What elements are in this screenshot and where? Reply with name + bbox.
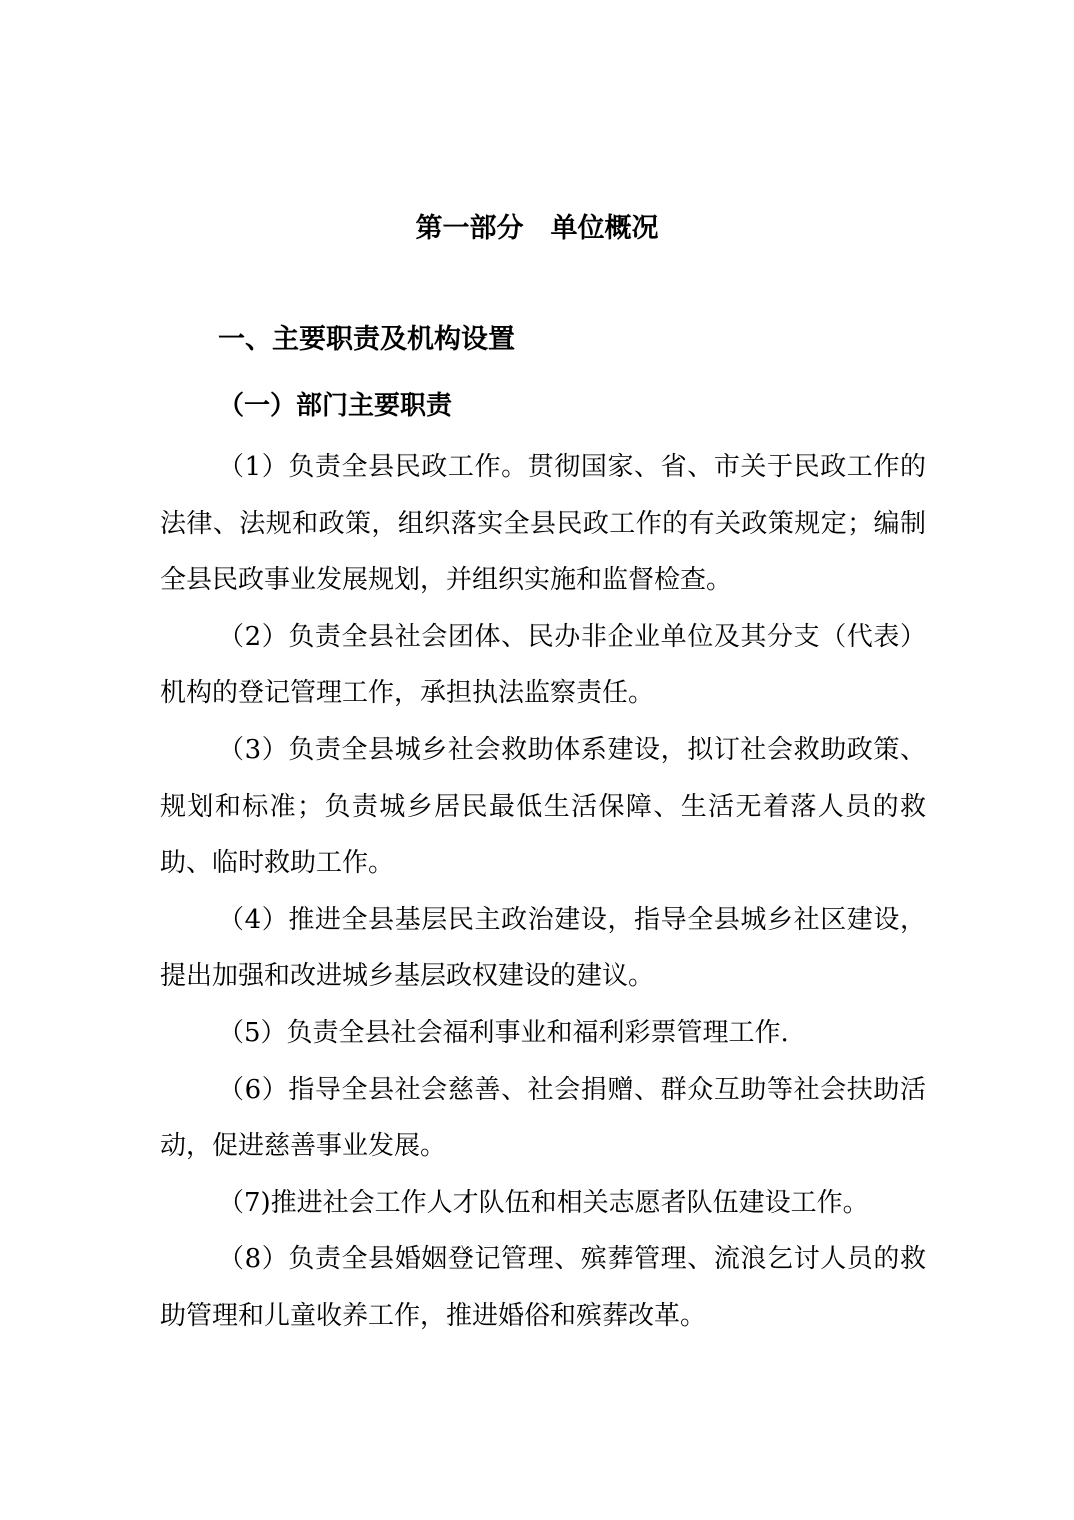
duty-paragraph-3: （3）负责全县城乡社会救助体系建设，拟订社会救助政策、规划和标准；负责城乡居民最低生活保障、生活无着落人员的救助、临时救助工作。 [160, 734, 926, 879]
part-title: 第一部分 单位概况 [415, 213, 659, 244]
subsection-heading: （一）部门主要职责 [218, 391, 453, 421]
duty-paragraph-1: （1）负责全县民政工作。贯彻国家、省、市关于民政工作的法律、法规和政策，组织落实全县民政工作的有关政策规定；编制全县民政事业发展规划，并组织实施和监督检查。 [160, 452, 926, 596]
duty-paragraph-5: （5）负责全县社会福利事业和福利彩票管理工作. [218, 1017, 789, 1048]
duty-paragraph-4: （4）推进全县基层民主政治建设，指导全县城乡社区建设，提出加强和改进城乡基层政权建设的建议。 [160, 904, 926, 992]
duty-paragraph-6: （6）指导全县社会慈善、社会捐赠、群众互助等社会扶助活动，促进慈善事业发展。 [160, 1074, 926, 1162]
duty-paragraph-7: （7)推进社会工作人才队伍和相关志愿者队伍建设工作。 [218, 1187, 869, 1218]
duties-body [160, 439, 926, 1345]
duty-paragraph-8: （8）负责全县婚姻登记管理、殡葬管理、流浪乞讨人员的救助管理和儿童收养工作，推进婚俗和殡葬改革。 [160, 1244, 926, 1331]
section-heading: 一、主要职责及机构设置 [218, 324, 515, 355]
duty-paragraph-2: （2）负责全县社会团体、民办非企业单位及其分支（代表）机构的登记管理工作，承担执法监察责任。 [160, 621, 926, 709]
